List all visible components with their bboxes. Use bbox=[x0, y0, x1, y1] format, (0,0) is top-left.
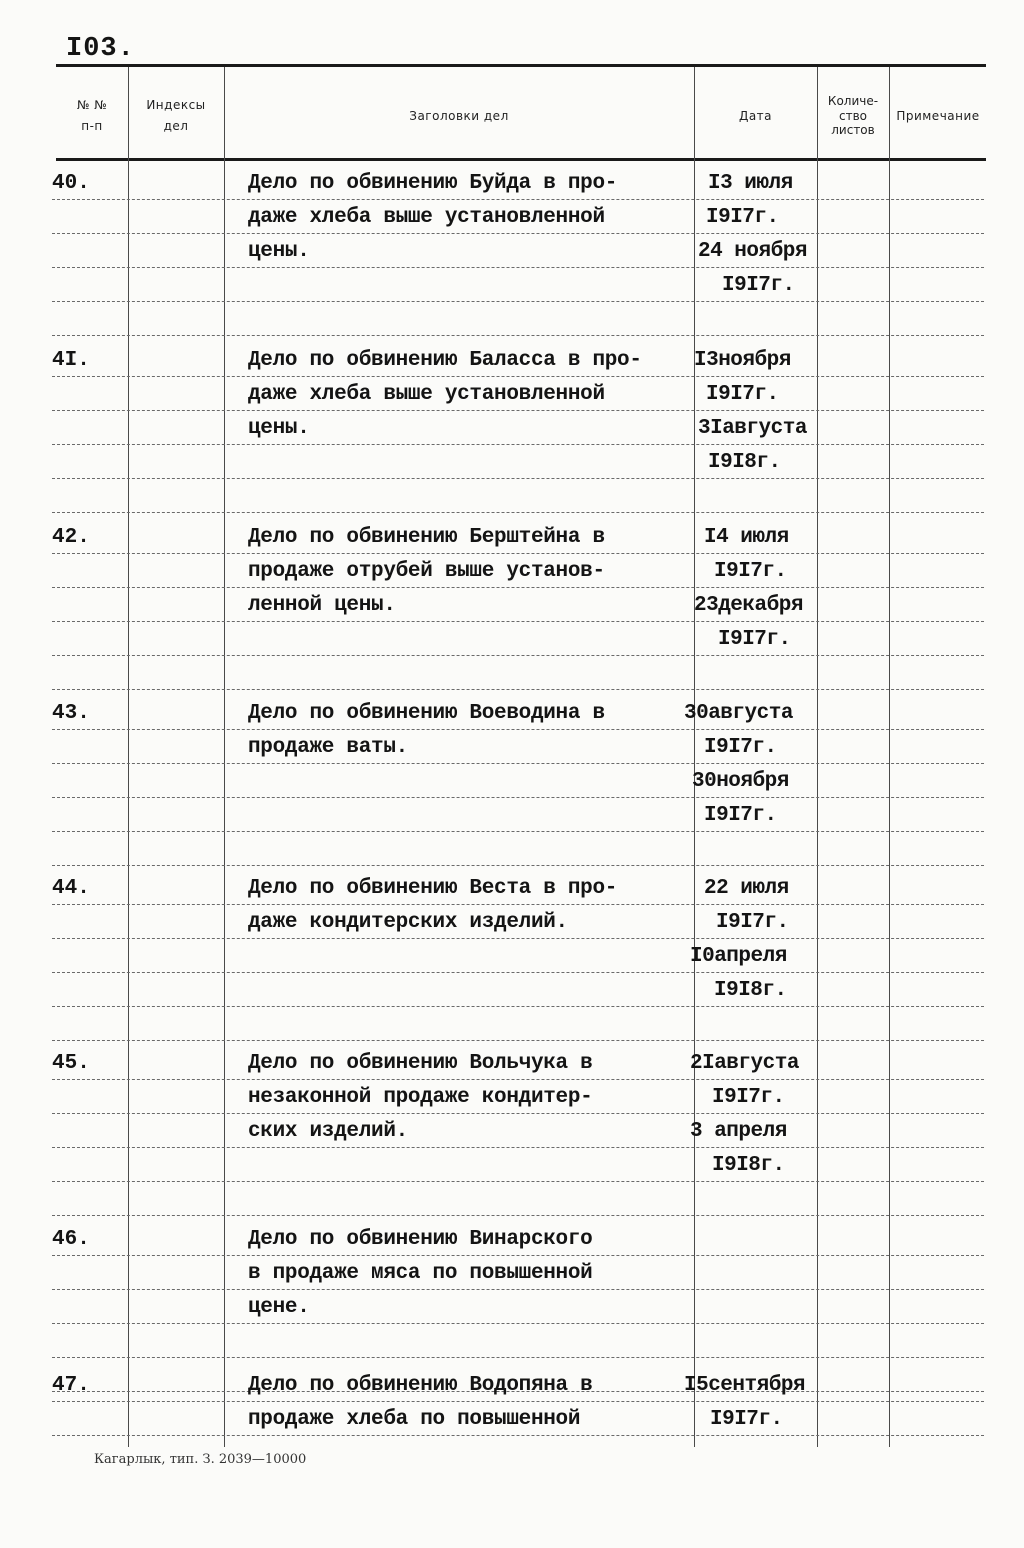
ruled-line bbox=[52, 1215, 984, 1216]
case-title-line: незаконной продаже кондитер- bbox=[248, 1086, 593, 1109]
ruled-line bbox=[52, 444, 984, 445]
header-date: Дата bbox=[738, 108, 773, 123]
case-number: 46. bbox=[52, 1228, 90, 1251]
ruled-line bbox=[52, 1289, 984, 1290]
case-date-line: 23декабря bbox=[694, 594, 803, 617]
case-date-line: I9I7г. bbox=[704, 804, 777, 827]
case-date-line: I9I7г. bbox=[710, 1408, 783, 1431]
ruled-line bbox=[52, 1079, 984, 1080]
case-title-line: даже кондитерских изделий. bbox=[248, 911, 568, 934]
ruled-line bbox=[52, 831, 984, 832]
case-title-line: в продаже мяса по повышенной bbox=[248, 1262, 593, 1285]
ruled-line bbox=[52, 376, 984, 377]
ruled-line bbox=[52, 1323, 984, 1324]
case-title-line: цены. bbox=[248, 240, 310, 263]
printer-imprint: Кагарлык, тип. З. 2039—10000 bbox=[94, 1452, 307, 1467]
case-date-line: 22 июля bbox=[704, 877, 789, 900]
case-title-line: цене. bbox=[248, 1296, 310, 1319]
ruled-line bbox=[52, 1401, 984, 1402]
ruled-line bbox=[52, 478, 984, 479]
case-number: 43. bbox=[52, 702, 90, 725]
case-date-line: I3 июля bbox=[708, 172, 793, 195]
case-title-line: Дело по обвинению Баласса в про- bbox=[248, 349, 642, 372]
ruled-line bbox=[52, 587, 984, 588]
ruled-line bbox=[52, 1181, 984, 1182]
case-number: 40. bbox=[52, 172, 90, 195]
top-rule bbox=[56, 64, 986, 67]
case-date-line: I9I8г. bbox=[712, 1154, 785, 1177]
case-number: 42. bbox=[52, 526, 90, 549]
ruled-line bbox=[52, 512, 984, 513]
case-entry bbox=[0, 877, 1024, 1051]
ruled-line bbox=[52, 199, 984, 200]
case-date-line: 24 ноября bbox=[698, 240, 807, 263]
ruled-line bbox=[52, 938, 984, 939]
ruled-line bbox=[52, 1113, 984, 1114]
case-title-line: Дело по обвинению Веста в про- bbox=[248, 877, 618, 900]
case-title-line: даже хлеба выше установленной bbox=[248, 383, 605, 406]
case-date-line: 3Iавгуста bbox=[698, 417, 807, 440]
ruled-line bbox=[52, 267, 984, 268]
case-date-line: I9I7г. bbox=[716, 911, 789, 934]
case-date-line: I3ноября bbox=[694, 349, 791, 372]
case-title-line: Дело по обвинению Вольчука в bbox=[248, 1052, 593, 1075]
case-date-line: I9I8г. bbox=[708, 451, 781, 474]
case-title-line: Дело по обвинению Воеводина в bbox=[248, 702, 605, 725]
case-date-line: I9I7г. bbox=[704, 736, 777, 759]
ruled-line bbox=[52, 655, 984, 656]
case-title-line: ских изделий. bbox=[248, 1120, 408, 1143]
header-rule bbox=[56, 158, 986, 161]
case-date-line: 30ноября bbox=[692, 770, 789, 793]
case-title-line: продаже отрубей выше установ- bbox=[248, 560, 605, 583]
case-date-line: 30августа bbox=[684, 702, 793, 725]
ruled-line bbox=[52, 763, 984, 764]
case-date-line: I9I7г. bbox=[712, 1086, 785, 1109]
ruled-line bbox=[52, 1006, 984, 1007]
ruled-line bbox=[52, 301, 984, 302]
ruled-line bbox=[52, 410, 984, 411]
case-number: 44. bbox=[52, 877, 90, 900]
header-number: № № п-п bbox=[76, 98, 108, 133]
header-note: Примечание bbox=[896, 108, 980, 123]
case-title-line: даже хлеба выше установленной bbox=[248, 206, 605, 229]
case-entry bbox=[0, 349, 1024, 523]
case-number: 4I. bbox=[52, 349, 90, 372]
ruled-line bbox=[52, 621, 984, 622]
ruled-line bbox=[52, 1435, 984, 1436]
ruled-line bbox=[52, 865, 984, 866]
ruled-line bbox=[52, 1040, 984, 1041]
case-title-line: Дело по обвинению Винарского bbox=[248, 1228, 593, 1251]
case-title-line: Дело по обвинению Водопяна в bbox=[248, 1374, 593, 1397]
ruled-line bbox=[52, 689, 984, 690]
case-title-line: цены. bbox=[248, 417, 310, 440]
ruled-line bbox=[52, 729, 984, 730]
ruled-line bbox=[52, 797, 984, 798]
case-date-line: I9I7г. bbox=[706, 383, 779, 406]
case-number: 45. bbox=[52, 1052, 90, 1075]
ruled-line bbox=[52, 335, 984, 336]
case-date-line: I9I7г. bbox=[706, 206, 779, 229]
ruled-line bbox=[52, 1147, 984, 1148]
case-date-line: I4 июля bbox=[704, 526, 789, 549]
case-entry bbox=[0, 1052, 1024, 1226]
case-title-line: Дело по обвинению Берштейна в bbox=[248, 526, 605, 549]
case-date-line: I5сентября bbox=[684, 1374, 806, 1397]
page-number: I03. bbox=[66, 34, 135, 64]
case-entry bbox=[0, 702, 1024, 876]
case-date-line: 3 апреля bbox=[690, 1120, 787, 1143]
case-date-line: 2Iавгуста bbox=[690, 1052, 799, 1075]
ruled-line bbox=[52, 1255, 984, 1256]
ruled-line bbox=[52, 972, 984, 973]
ruled-line bbox=[52, 553, 984, 554]
header-sheets: Количе- ство листов bbox=[827, 94, 879, 138]
case-number: 47. bbox=[52, 1374, 90, 1397]
case-title-line: продаже хлеба по повышенной bbox=[248, 1408, 581, 1431]
case-title-line: продаже ваты. bbox=[248, 736, 408, 759]
case-entry bbox=[0, 172, 1024, 346]
case-entry bbox=[0, 526, 1024, 700]
case-date-line: I9I7г. bbox=[722, 274, 795, 297]
case-date-line: I0апреля bbox=[690, 945, 787, 968]
ruled-line bbox=[52, 904, 984, 905]
case-title-line: Дело по обвинению Буйда в про- bbox=[248, 172, 618, 195]
ruled-line bbox=[52, 1357, 984, 1358]
header-index: Индексы дел bbox=[146, 98, 206, 133]
case-date-line: I9I8г. bbox=[714, 979, 787, 1002]
header-title: Заголовки дел bbox=[409, 108, 509, 123]
case-date-line: I9I7г. bbox=[718, 628, 791, 651]
ruled-line bbox=[52, 233, 984, 234]
case-title-line: ленной цены. bbox=[248, 594, 396, 617]
case-date-line: I9I7г. bbox=[714, 560, 787, 583]
